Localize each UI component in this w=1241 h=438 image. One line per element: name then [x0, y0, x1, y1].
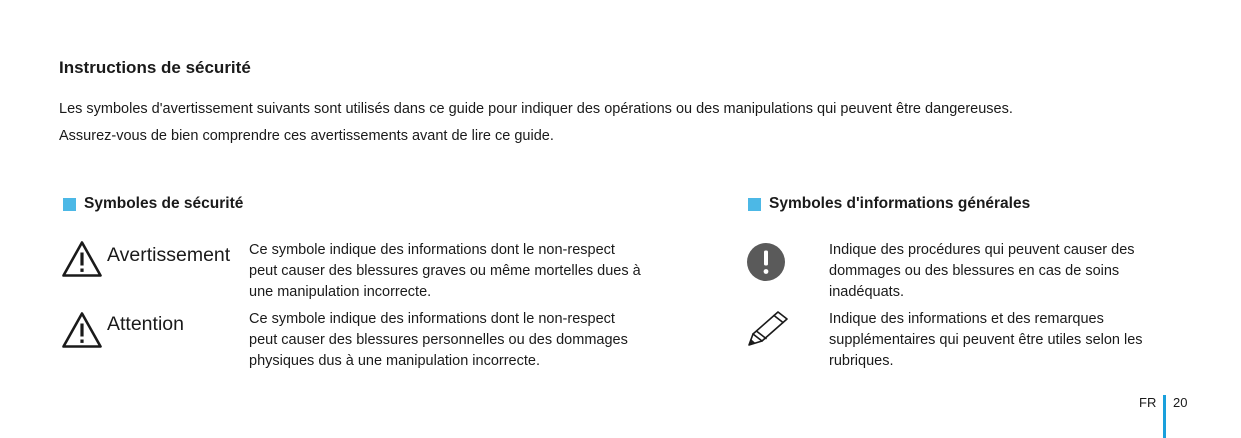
- description-line: Ce symbole indique des informations dont le non-respect: [249, 242, 615, 258]
- general-symbols-heading: [748, 195, 1030, 213]
- section-bullet-square: [748, 198, 761, 211]
- intro-line: Les symboles d'avertissement suivants sont utilisés dans ce guide pour indiquer des opérations ou des manipulations qui peuvent être dangereuses.: [59, 101, 1013, 117]
- warning-triangle-icon: [61, 311, 103, 349]
- safety-heading-label: Symboles de sécurité: [84, 195, 244, 212]
- description-line: rubriques.: [829, 353, 894, 369]
- exclamation-description: [829, 240, 1135, 303]
- footer-divider-bar: [1163, 395, 1166, 438]
- intro-text: [59, 96, 1179, 150]
- description-line: peut causer des blessures personnelles ou des dommages: [249, 332, 628, 348]
- description-line: supplémentaires qui peuvent être utiles selon les: [829, 332, 1143, 348]
- description-line: Ce symbole indique des informations dont le non-respect: [249, 311, 615, 327]
- exclamation-circle-icon: [746, 242, 786, 282]
- page-title: Instructions de sécurité: [59, 58, 251, 77]
- pencil-icon: [746, 309, 790, 349]
- intro-line: Assurez-vous de bien comprendre ces avertissements avant de lire ce guide.: [59, 128, 554, 144]
- description-line: peut causer des blessures graves ou même mortelles dues à: [249, 263, 641, 279]
- general-heading-label: Symboles d'informations générales: [769, 195, 1031, 212]
- page-number: 20: [1173, 395, 1188, 410]
- description-line: inadéquats.: [829, 284, 904, 300]
- attention-description: [249, 309, 628, 372]
- footer-language: FR: [1139, 395, 1157, 410]
- safety-symbols-heading: [63, 195, 243, 213]
- avertissement-description: [249, 240, 641, 303]
- warning-triangle-icon: [61, 240, 103, 278]
- description-line: physiques dus à une manipulation incorrecte.: [249, 353, 540, 369]
- section-bullet-square: [63, 198, 76, 211]
- warning-label-avertissement: Avertissement: [107, 244, 231, 266]
- description-line: Indique des informations et des remarques: [829, 311, 1104, 327]
- description-line: une manipulation incorrecte.: [249, 284, 432, 300]
- description-line: dommages ou des blessures en cas de soins: [829, 263, 1120, 279]
- warning-label-attention: Attention: [107, 313, 184, 335]
- description-line: Indique des procédures qui peuvent causer des: [829, 242, 1135, 258]
- pencil-description: [829, 309, 1143, 372]
